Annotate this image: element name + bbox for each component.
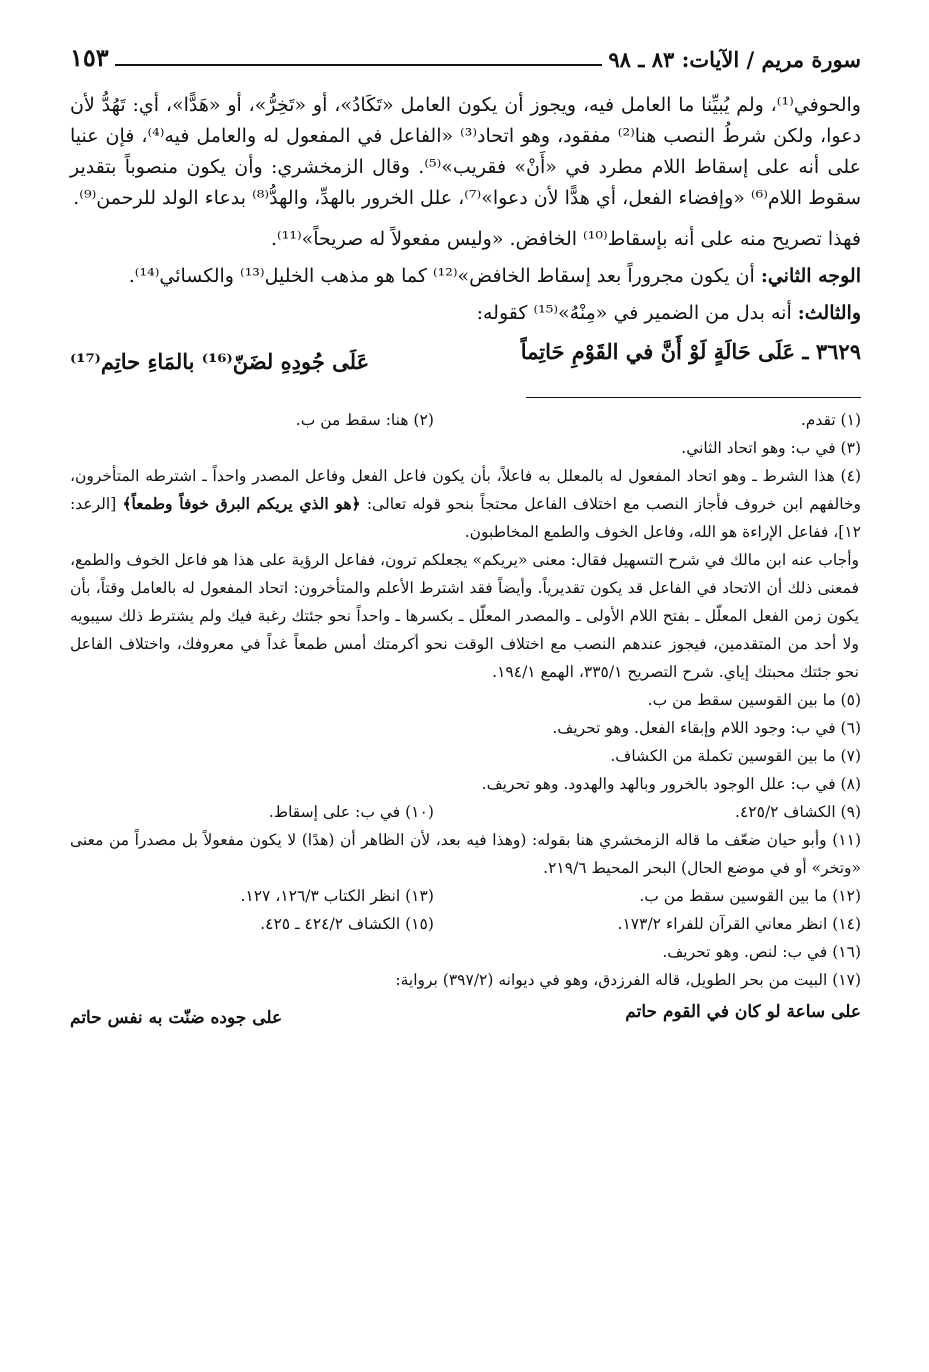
footnote-divider [526,397,861,398]
paragraph-4-label: والثالث: [797,302,861,324]
paragraph-1: والحوفي⁽¹⁾، ولم يُبيِّنا ما العامل فيه، ويجوز أن يكون العامل «تَكَادُ»، أو «تَخِرُّ»، أو «هَدًّا»، أي: تَهُدُّ لأن دعوا، ولكن شرطُ النصب هنا⁽²⁾ مفقود، وهو اتحاد⁽³⁾ «الفاعل في المفعول له والعامل فيه⁽⁴⁾، فإن عنيا على أنه على إسقاط اللام مطرد في «أَنْ» فقريب»⁽⁵⁾. وقال الزمخشري: وأن يكون منصوباً بتقدير سقوط اللام⁽⁶⁾ «وإفضاء الفعل، أي هدًّا لأن دعوا»⁽⁷⁾، علل الخرور بالهدِّ، والهدُّ⁽⁸⁾ بدعاء الولد للرحمن⁽⁹⁾. [70,94,861,209]
poetry-verse [70,335,861,379]
footnote-4-continued: وأجاب عنه ابن مالك في شرح التسهيل فقال: معنى «يريكم» يجعلكم ترون، ففاعل الرؤية على هذا هو فاعل الخوف والطمع، فمعنى ذلك أن الاتحاد في الفاعل قد يكون تقديرياً. وأيضاً فقد اشترط الأعلم والمتأخرون: اتحاد المفعول له بالعامل وقتاً، بأن يكون زمن الفعل المعلّل ـ بفتح اللام الأولى ـ والمصدر المعلّل ـ بكسرها ـ واحداً نحو جئتك رغبة فيك ولم يشترط ذلك سيبويه ولا أحد من المتقدمين، فيجوز عندهم النصب مع اختلاف الوقت نحو أكرمتك أمس طمعاً غداً في معروفك، واختلاف الفاعل نحو جئتك محبتك إياي. شرح التصريح ٣٣٥/١، الهمع ١٩٤/١. [70,551,859,681]
footnotes [70,406,861,1034]
footnote-9: (٩) الكشاف ٤٢٥/٢. [735,803,861,821]
footnote-4-text-b: [الرعد: ١٢]، ففاعل الإراءة هو الله، وفاعل الخوف والطمع المخاطبون. [70,495,861,541]
footnote-16: (١٦) في ب: لنص. وهو تحريف. [662,943,861,961]
footnote-7: (٧) ما بين القوسين تكملة من الكشاف. [610,747,861,765]
paragraph-2: فهذا تصريح منه على أنه بإسقاط⁽¹⁰⁾ الخافض. «وليس مفعولاً له صريحاً»⁽¹¹⁾. [271,228,861,250]
footnote-verse-second-hemistich: على جوده ضنّت به نفس حاتم [70,1008,283,1028]
footnote-15: (١٥) الكشاف ٤٢٤/٢ ـ ٤٢٥. [260,915,434,933]
paragraph-4 [70,298,861,329]
header-rule [115,64,603,66]
verse-second-hemistich: عَلَى جُودِهِ لضَنّ⁽¹⁶⁾ بالمَاءِ حاتِم⁽¹⁷⁾ [70,349,370,374]
paragraph-3-text: أن يكون مجروراً بعد إسقاط الخافض»⁽¹²⁾ كما هو مذهب الخليل⁽¹³⁾ والكسائي⁽¹⁴⁾. [128,265,761,287]
footnote-3: (٣) في ب: وهو اتحاد الثاني. [681,439,861,457]
footnote-4-quran: ﴿هو الذي يريكم البرق خوفاً وطمعاً﴾ [122,494,361,513]
footnote-14: (١٤) انظر معاني القرآن للفراء ١٧٣/٢. [617,915,861,933]
footnote-4 [70,462,861,546]
page-number: ١٥٣ [70,43,109,72]
book-page [70,38,861,1352]
verse-first-hemistich: ٣٦٢٩ ـ عَلَى حَالَةٍ لَوْ أَنَّ في القَوْمِ حَاتِماً [520,339,861,364]
footnote-verse-first-hemistich: على ساعة لو كان في القوم حاتم [625,1002,861,1022]
footnote-row [70,882,861,910]
footnote-1: (١) تقدم. [800,411,861,429]
footnote-12: (١٢) ما بين القوسين سقط من ب. [639,887,861,905]
footnote-10: (١٠) في ب: على إسقاط. [268,803,434,821]
footnote-8: (٨) في ب: علل الوجود بالخرور وبالهد والهدود. وهو تحريف. [481,775,861,793]
footnote-5: (٥) ما بين القوسين سقط من ب. [647,691,861,709]
running-header [70,38,861,72]
paragraph-3 [70,261,861,292]
footnote-4-text-a: (٤) هذا الشرط ـ وهو اتحاد المفعول له بالمعلل به فاعلاً، بأن يكون فاعل الفعل وفاعل المصدر واحداً ـ اشترطه المتأخرون، وخالفهم ابن خروف فأجاز النصب مع اختلاف الفاعل محتجاً بنحو قوله تعالى: [70,467,862,513]
paragraph-4-text: أنه بدل من الضمير في «مِنْهُ»⁽¹⁵⁾ كقوله: [476,302,798,324]
footnote-verse [70,996,861,1034]
footnote-row [70,406,861,434]
surah-title: سورة مريم / الآيات: ٨٣ ـ ٩٨ [608,47,861,72]
footnote-row [70,910,861,938]
footnote-13: (١٣) انظر الكتاب ١٢٦/٣، ١٢٧. [240,887,434,905]
footnote-17: (١٧) البيت من بحر الطويل، قاله الفرزدق، وهو في ديوانه (٣٩٧/٢) برواية: [395,971,861,989]
footnote-6: (٦) في ب: وجود اللام وإبقاء الفعل. وهو تحريف. [552,719,861,737]
paragraph-3-label: الوجه الثاني: [760,265,861,287]
main-text [70,90,861,379]
footnote-2: (٢) هنا: سقط من ب. [295,411,434,429]
footnote-11: (١١) وأبو حيان ضعّف ما قاله الزمخشري هنا بقوله: (وهذا فيه بعد، لأن الظاهر أن (هدًا) لا يكون مفعولاً بل مصدراً من معنى «وتخر» أو في موضع الحال) البحر المحيط ٢١٩/٦. [70,831,861,877]
footnote-row [70,798,861,826]
